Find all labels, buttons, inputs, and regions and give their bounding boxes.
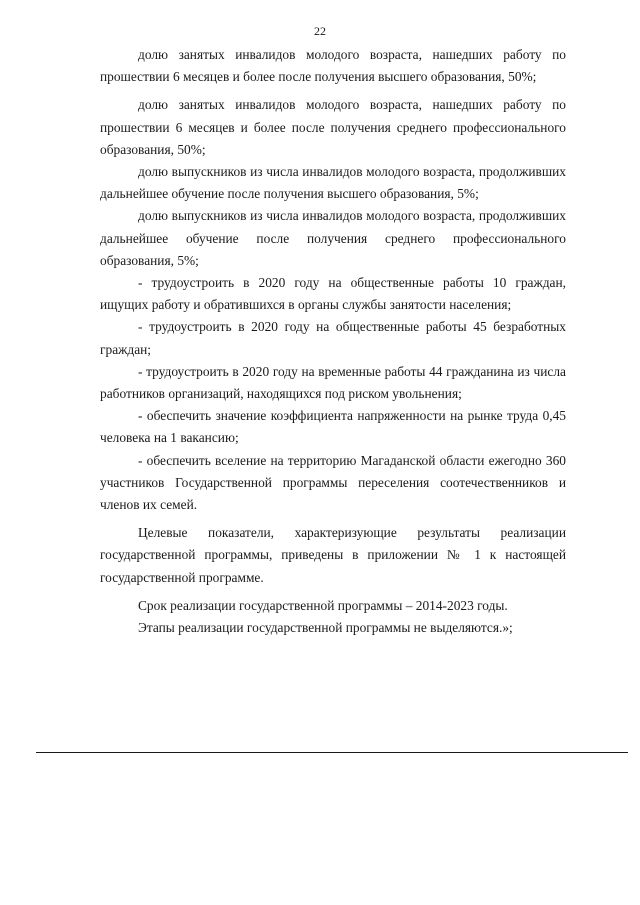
- paragraph: долю выпускников из числа инвалидов молодого возраста, продолживших дальнейшее обучение после получения среднего профессионального образования, 5%;: [100, 208, 566, 268]
- paragraph: - трудоустроить в 2020 году на общественные работы 45 безработных граждан;: [100, 319, 566, 357]
- paragraph: долю выпускников из числа инвалидов молодого возраста, продолживших дальнейшее обучение после получения высшего образования, 5%;: [100, 164, 566, 202]
- paragraph: - трудоустроить в 2020 году на временные работы 44 гражданина из числа работников организаций, находящихся под риском увольнения;: [100, 363, 566, 402]
- paragraph: Срок реализации государственной программы – 2014-2023 годы.: [138, 597, 508, 613]
- paragraph: - обеспечить значение коэффициента напряженности на рынке труда 0,45 человека на 1 вакансию;: [100, 408, 566, 446]
- footer-rule: [36, 752, 628, 753]
- paragraph: долю занятых инвалидов молодого возраста, нашедших работу по прошествии 6 месяцев и более после получения среднего профессионального образования, 50%;: [100, 97, 566, 157]
- paragraph: долю занятых инвалидов молодого возраста, нашедших работу по прошествии 6 месяцев и более после получения высшего образования, 50%;: [100, 47, 566, 85]
- document-body: [100, 44, 566, 639]
- paragraph: Этапы реализации государственной программы не выделяются.»;: [138, 620, 513, 636]
- paragraph: - трудоустроить в 2020 году на общественные работы 10 граждан, ищущих работу и обратившихся в органы службы занятости населения;: [100, 275, 566, 313]
- paragraph: Целевые показатели, характеризующие результаты реализации государственной программы, приведены в приложении № 1 к настоящей государственной программе.: [100, 525, 566, 585]
- page-number: 22: [314, 24, 326, 38]
- paragraph: - обеспечить вселение на территорию Магаданской области ежегодно 360 участников Государственной программы переселения соотечественников и членов их семей.: [100, 452, 566, 513]
